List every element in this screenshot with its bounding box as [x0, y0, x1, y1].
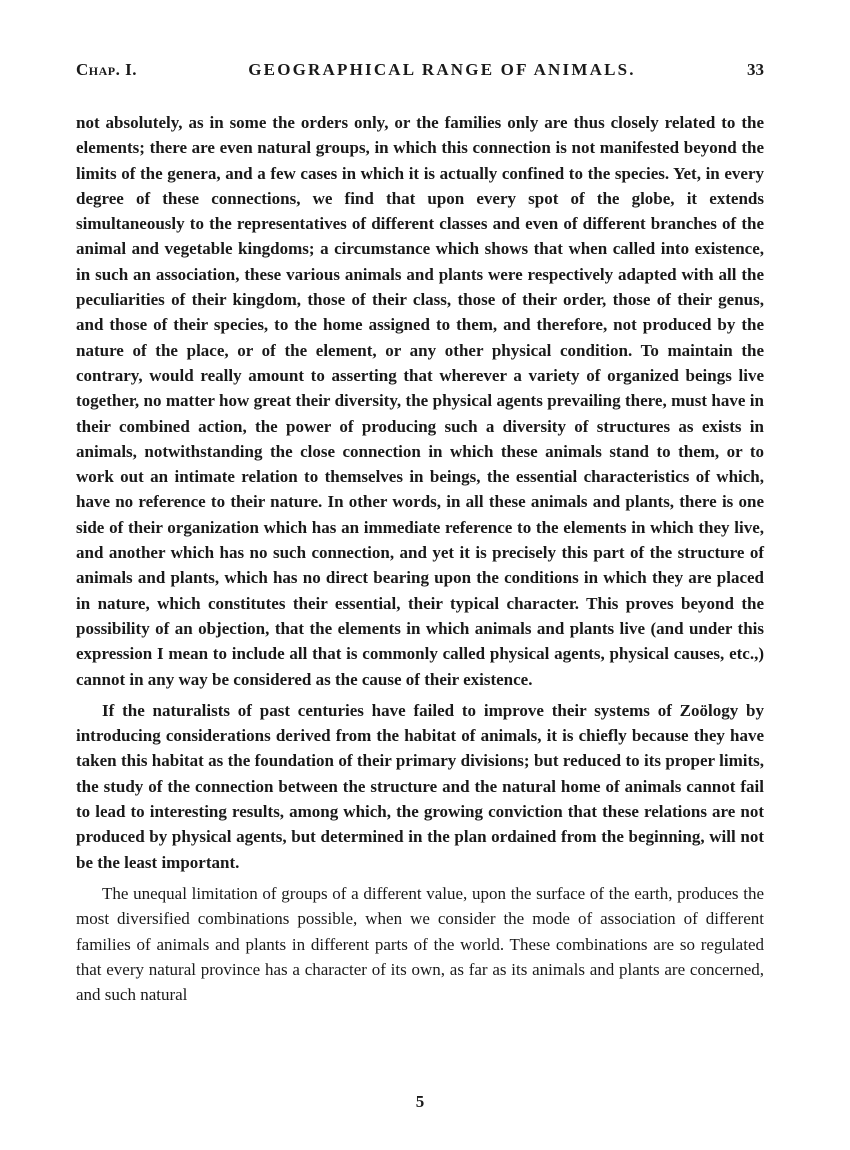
signature-mark: 5: [415, 1092, 425, 1111]
body-text: [76, 110, 764, 1007]
paragraph-3: The unequal limitation of groups of a different value, upon the surface of the earth, produces the most diversified combinations possible, when we consider the mode of association of different families of animals and plants in different parts of the world. These combinations are so regulated that every natural province has a character of its own, as far as its animals and plants are concerned, and such natural: [76, 883, 764, 1005]
page-number: 33: [746, 60, 764, 79]
book-page: [76, 60, 764, 1111]
paragraph-1: not absolutely, as in some the orders only, or the families only are thus closely related to the elements; there are even natural groups, in which this connection is not manifested beyond the limits of the genera, and a few cases in which it is actually confined to the species. Yet, in every degree of these connections, we find that upon every spot of the globe, it extends simultaneously to the representatives of different classes and even of different branches of the animal and vegetable kingdoms; a circumstance which shows that when called into existence, in such an association, these various animals and plants were respectively adapted with all the peculiarities of their kingdom, those of their class, those of their order, those of their genus, and those of their species, to the home assigned to them, and therefore, not produced by the nature of the place, or of the element, or any other physical condition. To maintain the contrary, would really amount to asserting that wherever a variety of organized beings live together, no matter how great their diversity, the physical agents prevailing there, must have in their combined action, the power of producing such a diversity of structures as exists in animals, notwithstanding the close connection in which these animals stand to them, or to work out an intimate relation to themselves in beings, the essential characteristics of which, have no reference to their nature. In other words, in all these animals and plants, there is one side of their organization which has an immediate reference to the elements in which they live, and another which has no such connection, and yet it is precisely this part of the structure of animals and plants, which has no direct bearing upon the conditions in which they are placed in nature, which constitutes their essential, their typical character. This proves beyond the possibility of an objection, that the elements in which animals and plants live (and under this expression I mean to include all that is commonly called physical agents, physical causes, etc.,) cannot in any way be considered as the cause of their existence.: [76, 113, 764, 689]
running-head: [76, 60, 764, 88]
paragraph-2: If the naturalists of past centuries have failed to improve their systems of Zoölogy by introducing considerations derived from the habitat of animals, it is chiefly because they have taken this habitat as the foundation of their primary divisions; but reduced to its proper limits, the study of the connection between the structure and the natural home of animals cannot fail to lead to interesting results, among which, the growing conviction that these relations are not produced by physical agents, but determined in the plan ordained from the beginning, will not be the least important.: [76, 700, 764, 872]
running-title: GEOGRAPHICAL RANGE OF ANIMALS.: [248, 60, 636, 79]
chapter-label: Chap. I.: [76, 60, 137, 79]
